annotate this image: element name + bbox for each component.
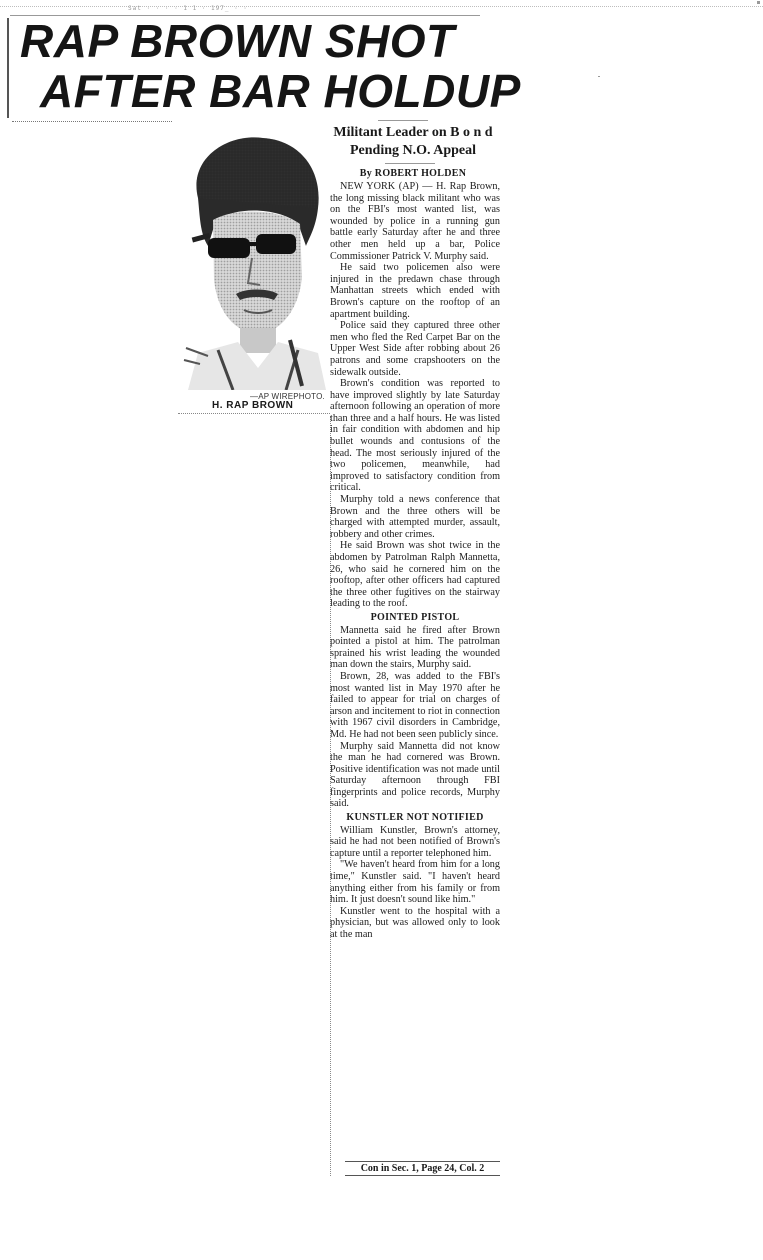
- paragraph: Murphy said Mannetta did not know the man he had cornered was Brown. Positive identification was not made until Saturday afternoon through FBI fingerprints and police records, Murphy said.: [330, 740, 500, 810]
- paragraph: NEW YORK (AP) — H. Rap Brown, the long missing black militant who was on the FBI's most wanted list, was wounded by police in a running gun battle early Saturday after he and three other men held up a bar, Police Commissioner Patrick V. Murphy said.: [330, 181, 500, 262]
- scan-speck: [598, 76, 600, 77]
- paragraph: Murphy told a news conference that Brown and the three others will be charged with attempted murder, assault, robbery and other crimes.: [330, 494, 500, 540]
- section-2: [330, 625, 500, 811]
- deck-headline: [328, 124, 498, 160]
- left-margin-bar: [7, 18, 9, 118]
- headline-line-2: AFTER BAR HOLDUP: [40, 65, 521, 117]
- deck-bottom-rule: [385, 163, 435, 164]
- paragraph: Mannetta said he fired after Brown pointed a pistol at him. The patrolman sprained his wrist leading the wounded man down the stairs, Murphy said.: [330, 624, 500, 671]
- paragraph: Police said they captured three other men who fled the Red Carpet Bar on the Upper West Side after robbing about 26 patrons and some crapshooters on the sidewalk outside.: [330, 320, 500, 378]
- byline: By ROBERT HOLDEN: [359, 168, 467, 179]
- section-3: [330, 825, 500, 941]
- top-dotted-rule: [0, 6, 763, 8]
- paragraph: Brown's condition was reported to have improved slightly by late Saturday afternoon following an operation of more than three and a half hours. He was listed in fair condition with abdomen and hip bullet wounds and contusions of the head. The most seriously injured of the two policemen, meanwhile, had improved to satisfactory condition from critical.: [330, 378, 500, 494]
- paragraph: He said Brown was shot twice in the abdomen by Patrolman Ralph Mannetta, 26, who said he cornered him on the rooftop, after other officers had captured the three other fugitives on the stairway leading to the roof.: [330, 540, 500, 610]
- subhead-pointed-pistol: POINTED PISTOL: [370, 611, 460, 623]
- headline-line-1: RAP BROWN SHOT: [20, 15, 455, 67]
- scan-speck: [757, 1, 760, 4]
- paragraph: Brown, 28, was added to the FBI's most wanted list in May 1970 after he failed to appear for trial on charges of arson and incitement to riot in connection with 1967 civil disorders in Cambridge, Md. He had not been seen publicly since.: [330, 670, 500, 740]
- caption-rule: [178, 413, 330, 414]
- portrait-photo: [178, 128, 326, 390]
- deck-line-2: Pending N.O. Appeal: [349, 143, 477, 158]
- continued-jump-line: Con in Sec. 1, Page 24, Col. 2: [345, 1161, 500, 1176]
- paragraph: Kunstler went to the hospital with a physician, but was allowed only to look at the man: [330, 905, 500, 940]
- deck-line-1: Militant Leader on B o n d: [333, 125, 493, 140]
- headline-under-rule: [12, 121, 172, 122]
- deck-top-rule: [378, 120, 428, 121]
- subhead-kunstler-not-notified: KUNSTLER NOT NOTIFIED: [346, 812, 484, 824]
- photo-credit: —AP WIREPHOTO.: [250, 392, 325, 401]
- section-1: [330, 181, 500, 610]
- photo-caption: H. RAP BROWN: [212, 400, 294, 411]
- clipping-date-stamp: Sat · · · · 1 1 · 197_ · ·: [128, 5, 248, 12]
- paragraph: He said two policemen also were injured in the predawn chase through Manhattan streets which ended with Brown's capture on the rooftop of an apartment building.: [330, 262, 500, 320]
- article-body: [330, 181, 500, 941]
- paragraph: "We haven't heard from him for a long time," Kunstler said. "I haven't heard anything either from his family or from him. It just doesn't sound like him.": [330, 859, 500, 906]
- paragraph: William Kunstler, Brown's attorney, said he had not been notified of Brown's capture until a reporter telephoned him.: [330, 824, 500, 859]
